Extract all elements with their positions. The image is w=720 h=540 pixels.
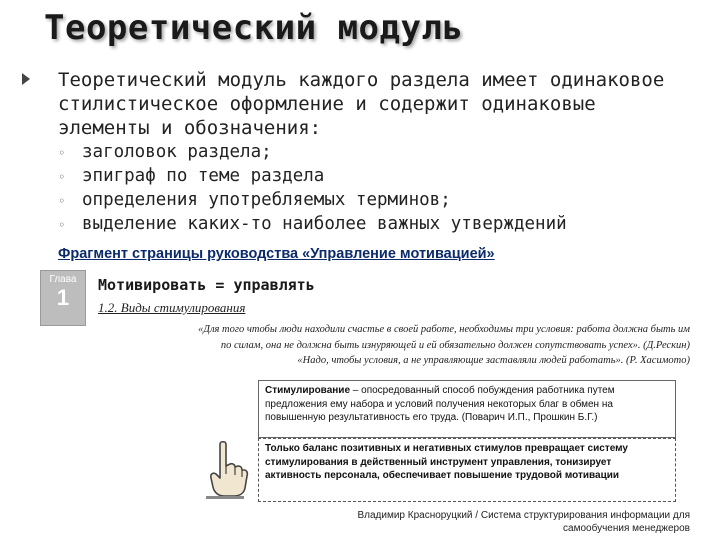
list-item-text: определения употребляемых терминов;: [82, 190, 451, 210]
epigraph-line: «Для того чтобы люди находили счастье в своей работе, необходимы три условия: работа должна быть им: [198, 324, 690, 335]
circle-bullet-icon: ◦: [58, 146, 66, 160]
fragment-caption: Фрагмент страницы руководства «Управление мотивацией»: [58, 246, 495, 262]
arrow-bullet-icon: [22, 73, 30, 85]
definition-text: – опосредованный способ побуждения работника путем предложения ему набора и условий получения некоторых благ в обмен на повышенную результативность его труда. (Поварич И.П., Прошкин Б.Г.): [265, 385, 615, 423]
key-statement-box: Только баланс позитивных и негативных стимулов превращает систему стимулирования в действенный инструмент управления, тонизирует активность персонала, обеспечивает повышение трудовой мотивации: [258, 438, 676, 502]
chapter-number: 1: [56, 285, 70, 310]
list-item: [58, 165, 567, 189]
slide-title: Теоретический модуль: [44, 8, 464, 48]
section-heading: Мотивировать = управлять: [98, 276, 315, 294]
chapter-badge: [40, 270, 86, 326]
list-item-text: выделение каких-то наиболее важных утверждений: [82, 214, 567, 234]
epigraph-line: по силам, она не должна быть изнуряющей и ей обязательно должен сопутствовать успех». (Д.Рескин): [220, 339, 690, 351]
list-item: [58, 213, 567, 237]
pointing-hand-icon: [200, 440, 250, 500]
section-subheading: 1.2. Виды стимулирования: [98, 300, 246, 315]
definition-box: [258, 380, 676, 438]
definition-term: Стимулирование: [265, 385, 351, 396]
list-item-text: заголовок раздела;: [82, 142, 272, 162]
circle-bullet-icon: ◦: [58, 218, 66, 232]
intro-paragraph: Теоретический модуль каждого раздела имеет одинаковое стилистическое оформление и содержит одинаковые элементы и обозначения:: [58, 69, 665, 139]
epigraph: [150, 322, 690, 369]
list-item-text: эпиграф по теме раздела: [82, 166, 325, 186]
element-list: [58, 141, 567, 237]
list-item: [58, 141, 567, 165]
source-credit: [300, 510, 690, 535]
circle-bullet-icon: ◦: [58, 194, 66, 208]
list-item: [58, 189, 567, 213]
source-line: самообучения менеджеров: [563, 522, 690, 534]
epigraph-line: «Надо, чтобы условия, а не управляющие заставляли людей работать». (Р. Хасимото): [297, 355, 690, 366]
source-line: Владимир Красноруцкий / Система структурирования информации для: [357, 510, 690, 521]
circle-bullet-icon: ◦: [58, 170, 66, 184]
chapter-label: Глава: [49, 274, 77, 285]
